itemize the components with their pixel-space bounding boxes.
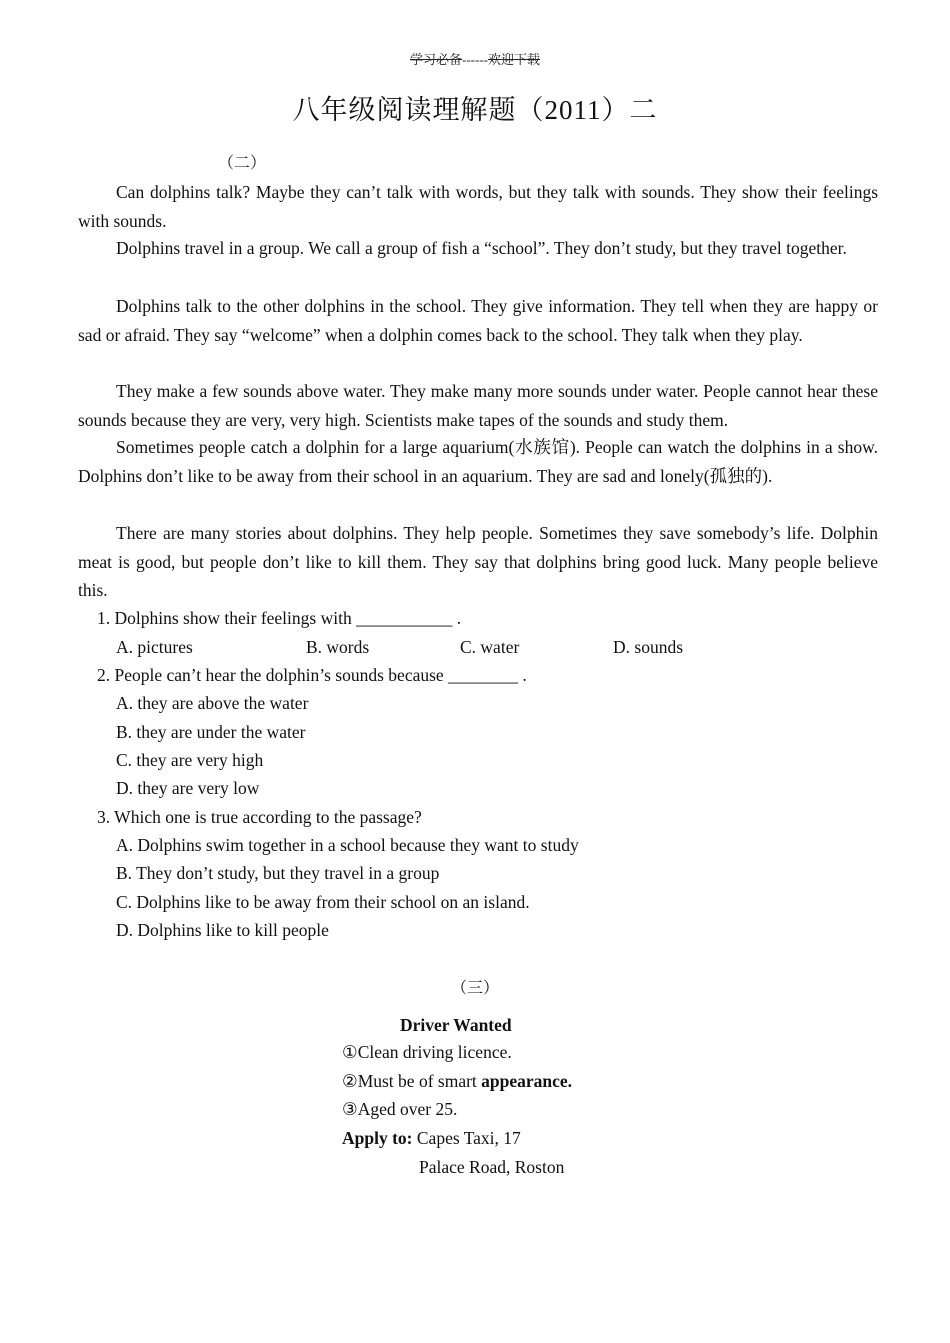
header-right: 欢迎下载 <box>487 52 540 67</box>
paragraph-4: They make a few sounds above water. They make many more sounds under water. People cannot hear these sounds because they are very, very high. Scientists make tapes of the sounds and study them. <box>78 381 878 430</box>
q1-option-c: C. water <box>460 637 520 657</box>
ad-item-3: ③Aged over 25. <box>342 1099 458 1119</box>
section-2-label: （二） <box>218 155 267 172</box>
q3-option-b: B. They don’t study, but they travel in a group <box>116 863 440 883</box>
q2-option-a: A. they are above the water <box>116 693 309 713</box>
q3-option-c: C. Dolphins like to be away from their school on an island. <box>116 892 530 912</box>
q2-option-c: C. they are very high <box>116 750 264 770</box>
ad-apply-line2: Palace Road, Roston <box>419 1157 565 1177</box>
q1-option-d: D. sounds <box>613 637 684 657</box>
q1-option-a: A. pictures <box>116 637 193 657</box>
q3-option-d: D. Dolphins like to kill people <box>116 920 329 940</box>
section-3-label: （三） <box>450 980 499 997</box>
header-dashes: ------ <box>462 52 488 67</box>
ad-apply <box>342 1124 521 1153</box>
ad-item-2-bold: appearance. <box>481 1071 573 1091</box>
paragraph-2: Dolphins travel in a group. We call a group of fish a “school”. They don’t study, but they travel together. <box>116 238 847 258</box>
ad-item-2-text: ②Must be of smart <box>342 1071 482 1091</box>
paragraph-6: There are many stories about dolphins. They help people. Sometimes they save somebody’s life. Dolphin meat is good, but people don’t like to kill them. They say that dolphins bring good luck. Many people believe this. <box>78 523 878 600</box>
paragraph-1: Can dolphins talk? Maybe they can’t talk with words, but they talk with sounds. They show their feelings with sounds. <box>78 182 878 231</box>
paragraph-3: Dolphins talk to the other dolphins in the school. They give information. They tell when they are happy or sad or afraid. They say “welcome” when a dolphin comes back to the school. They talk when they play. <box>78 296 878 345</box>
q3-option-a: A. Dolphins swim together in a school because they want to study <box>116 835 579 855</box>
ad-title <box>400 1011 512 1040</box>
ad-apply-label: Apply to: <box>342 1128 413 1148</box>
question-1: 1. Dolphins show their feelings with ___________ . <box>97 608 462 628</box>
page-title: 八年级阅读理解题（2011）二 <box>292 95 658 125</box>
question-2: 2. People can’t hear the dolphin’s sounds because ________ . <box>97 665 527 685</box>
paragraph-5: Sometimes people catch a dolphin for a large aquarium(水族馆). People can watch the dolphins in a show. Dolphins don’t like to be away from their school in an aquarium. They are sad and lonely(孤独的). <box>78 437 878 486</box>
ad-item-2 <box>342 1067 572 1096</box>
ad-title-text: Driver Wanted <box>400 1015 512 1035</box>
header-left: 学习必备 <box>409 52 462 67</box>
q2-option-b: B. they are under the water <box>116 722 306 742</box>
page-header <box>0 49 950 68</box>
ad-item-1: ①Clean driving licence. <box>342 1042 512 1062</box>
q1-option-b: B. words <box>306 637 370 657</box>
q2-option-d: D. they are very low <box>116 778 260 798</box>
question-3: 3. Which one is true according to the passage? <box>97 807 422 827</box>
ad-apply-line1: Capes Taxi, 17 <box>412 1128 521 1148</box>
